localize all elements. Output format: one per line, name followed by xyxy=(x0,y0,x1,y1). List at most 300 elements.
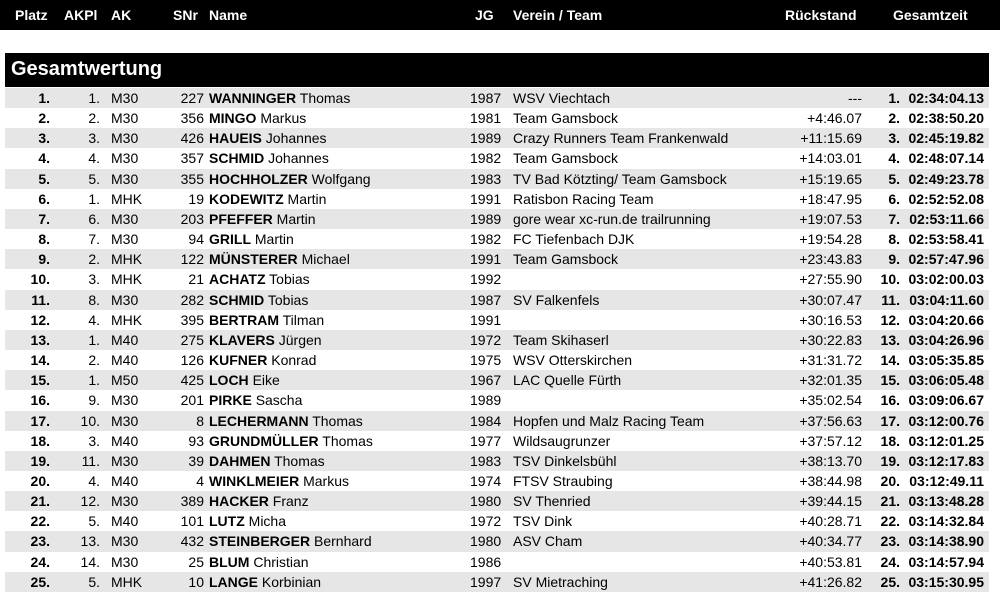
cell-firstname: Franz xyxy=(272,493,309,510)
cell-verein: Hopfen und Malz Racing Team xyxy=(513,412,705,429)
cell-firstname: Tobias xyxy=(267,291,309,308)
cell-snr: 19 xyxy=(188,190,204,207)
cell-zeit: 03:14:38.90 xyxy=(908,533,984,550)
cell-platz: 11. xyxy=(31,291,50,308)
cell-firstname: Johannes xyxy=(268,150,329,167)
cell-ak: M40 xyxy=(111,432,139,449)
cell-verein: WSV Viechtach xyxy=(513,90,611,106)
cell-rueckstand: +23:43.83 xyxy=(799,251,862,268)
cell-name xyxy=(209,251,469,267)
cell-verein: FC Tiefenbach DJK xyxy=(513,231,635,248)
cell-surname: PIRKE xyxy=(209,392,252,409)
cell-akpl: 2. xyxy=(88,110,100,127)
cell-surname: HOCHHOLZER xyxy=(209,170,308,187)
cell-rueckstand: +38:44.98 xyxy=(799,472,862,489)
cell-platz: 8. xyxy=(38,231,50,248)
cell-rueckstand: +19:07.53 xyxy=(799,210,862,227)
cell-firstname: Thomas xyxy=(299,90,351,106)
cell-jg: 1972 xyxy=(470,331,502,348)
cell-zeit: 03:15:30.95 xyxy=(908,573,984,590)
cell-platz: 25. xyxy=(30,573,50,590)
cell-rueckstand: +37:56.63 xyxy=(799,412,862,429)
cell-snr: 275 xyxy=(180,331,204,348)
cell-name xyxy=(209,554,469,570)
cell-akpl: 6. xyxy=(88,210,100,227)
cell-zeit: 03:09:06.67 xyxy=(908,392,984,409)
cell-firstname: Markus xyxy=(303,472,350,489)
cell-jg: 1980 xyxy=(470,533,502,550)
cell-rank: 15. xyxy=(880,372,900,389)
cell-rank: 11. xyxy=(881,291,900,308)
cell-surname: MINGO xyxy=(209,110,257,127)
cell-jg: 1974 xyxy=(470,472,502,489)
cell-snr: 425 xyxy=(180,372,204,389)
cell-jg: 1972 xyxy=(470,513,502,530)
cell-jg: 1989 xyxy=(470,392,502,409)
cell-surname: LECHERMANN xyxy=(209,412,309,429)
cell-verein: WSV Otterskirchen xyxy=(513,352,633,369)
cell-verein: SV Thenried xyxy=(513,493,591,510)
cell-rank: 1. xyxy=(888,90,900,106)
cell-surname: LANGE xyxy=(209,573,258,590)
cell-ak: M30 xyxy=(111,291,139,308)
cell-zeit: 02:38:50.20 xyxy=(908,110,984,127)
cell-ak: M50 xyxy=(111,372,139,389)
cell-rueckstand: +27:55.90 xyxy=(799,271,862,288)
cell-platz: 12. xyxy=(30,311,50,328)
header-platz: Platz xyxy=(15,7,48,23)
cell-surname: WINKLMEIER xyxy=(209,472,300,489)
cell-akpl: 1. xyxy=(88,372,100,389)
cell-snr: 395 xyxy=(180,311,204,328)
cell-verein: TSV Dinkelsbühl xyxy=(513,452,617,469)
column-header-bar xyxy=(0,0,1000,30)
cell-platz: 9. xyxy=(38,251,50,268)
table-row xyxy=(5,451,989,471)
cell-zeit: 02:48:07.14 xyxy=(908,150,984,167)
cell-firstname: Thomas xyxy=(274,452,325,469)
cell-rank: 18. xyxy=(880,432,900,449)
cell-snr: 201 xyxy=(180,392,204,409)
cell-jg: 1992 xyxy=(470,271,502,288)
cell-zeit: 02:57:47.96 xyxy=(908,251,984,268)
cell-akpl: 10. xyxy=(80,412,100,429)
cell-platz: 7. xyxy=(38,210,50,227)
cell-ak: M30 xyxy=(111,110,139,127)
cell-ak: M40 xyxy=(111,472,139,489)
cell-platz: 3. xyxy=(38,130,50,147)
cell-akpl: 2. xyxy=(88,352,100,369)
cell-firstname: Thomas xyxy=(322,432,373,449)
cell-platz: 23. xyxy=(30,533,50,550)
header-gesamtzeit: Gesamtzeit xyxy=(893,7,968,23)
cell-snr: 8 xyxy=(196,412,204,429)
cell-surname: STEINBERGER xyxy=(209,533,311,550)
cell-name xyxy=(209,191,469,207)
cell-rueckstand: +41:26.82 xyxy=(799,573,862,590)
cell-akpl: 4. xyxy=(88,311,100,328)
cell-jg: 1977 xyxy=(470,432,502,449)
cell-jg: 1997 xyxy=(470,573,502,590)
cell-rank: 17. xyxy=(880,412,900,429)
cell-rueckstand: +40:53.81 xyxy=(799,553,862,570)
cell-verein: TSV Dink xyxy=(513,513,573,530)
cell-snr: 39 xyxy=(188,452,204,469)
cell-rank: 13. xyxy=(880,331,900,348)
cell-ak: M30 xyxy=(111,210,139,227)
cell-name xyxy=(209,231,469,247)
cell-rank: 21. xyxy=(880,493,900,510)
cell-jg: 1982 xyxy=(470,231,502,248)
cell-verein: SV Falkenfels xyxy=(513,291,600,308)
cell-name xyxy=(209,211,469,227)
cell-rueckstand: +37:57.12 xyxy=(799,432,862,449)
table-row xyxy=(5,229,989,249)
cell-rank: 20. xyxy=(880,472,900,489)
cell-zeit: 02:53:11.66 xyxy=(909,210,984,227)
cell-jg: 1991 xyxy=(470,311,502,328)
table-row xyxy=(5,209,989,229)
cell-rueckstand: +40:28.71 xyxy=(799,513,862,530)
cell-akpl: 3. xyxy=(88,271,100,288)
cell-zeit: 03:12:17.83 xyxy=(908,452,984,469)
cell-jg: 1983 xyxy=(470,170,502,187)
table-row xyxy=(5,290,989,310)
cell-zeit: 03:12:01.25 xyxy=(908,432,984,449)
table-row xyxy=(5,169,989,189)
cell-rank: 2. xyxy=(888,110,900,127)
cell-verein: Ratisbon Racing Team xyxy=(513,190,654,207)
cell-zeit: 03:04:11.60 xyxy=(909,291,984,308)
cell-akpl: 3. xyxy=(88,432,100,449)
header-name: Name xyxy=(209,7,248,23)
cell-akpl: 13. xyxy=(80,533,100,550)
table-row xyxy=(5,269,989,289)
cell-platz: 19. xyxy=(30,452,50,469)
cell-name xyxy=(209,513,469,529)
cell-akpl: 4. xyxy=(88,150,100,167)
cell-snr: 356 xyxy=(180,110,204,127)
cell-ak: M30 xyxy=(111,493,139,510)
cell-ak: MHK xyxy=(111,190,143,207)
cell-snr: 93 xyxy=(188,432,204,449)
cell-firstname: Martin xyxy=(254,231,294,248)
cell-jg: 1987 xyxy=(470,291,502,308)
cell-name xyxy=(209,312,469,328)
cell-name xyxy=(209,433,469,449)
cell-rueckstand: --- xyxy=(848,90,862,106)
cell-surname: KODEWITZ xyxy=(209,190,284,207)
cell-akpl: 5. xyxy=(88,513,100,530)
table-row xyxy=(5,431,989,451)
cell-name xyxy=(209,110,469,126)
cell-rueckstand: +4:46.07 xyxy=(807,110,862,127)
header-akpl: AKPl xyxy=(64,7,98,23)
cell-platz: 1. xyxy=(38,90,50,106)
cell-akpl: 14. xyxy=(80,553,100,570)
cell-surname: SCHMID xyxy=(209,291,265,308)
header-jg: JG xyxy=(475,7,494,23)
cell-firstname: Sascha xyxy=(255,392,303,409)
cell-surname: DAHMEN xyxy=(209,452,271,469)
cell-zeit: 02:49:23.78 xyxy=(908,170,984,187)
cell-surname: KLAVERS xyxy=(209,331,275,348)
table-row xyxy=(5,189,989,209)
cell-snr: 4 xyxy=(196,472,204,489)
cell-snr: 203 xyxy=(180,210,204,227)
cell-snr: 227 xyxy=(180,90,204,106)
cell-akpl: 2. xyxy=(88,251,100,268)
cell-verein: SV Mietraching xyxy=(513,573,608,590)
cell-rueckstand: +15:19.65 xyxy=(799,170,862,187)
cell-firstname: Konrad xyxy=(271,352,317,369)
cell-snr: 101 xyxy=(180,513,204,530)
cell-ak: M30 xyxy=(111,553,139,570)
cell-verein: ASV Cham xyxy=(513,533,583,550)
cell-surname: PFEFFER xyxy=(209,210,273,227)
cell-ak: MHK xyxy=(111,573,143,590)
cell-name xyxy=(209,392,469,408)
cell-surname: HAUEIS xyxy=(209,130,262,147)
cell-platz: 6. xyxy=(38,190,50,207)
cell-jg: 1984 xyxy=(470,412,502,429)
cell-snr: 10 xyxy=(188,573,204,590)
cell-name xyxy=(209,413,469,429)
cell-rueckstand: +11:15.69 xyxy=(800,130,862,147)
cell-rank: 6. xyxy=(888,190,900,207)
table-row xyxy=(5,531,989,551)
cell-firstname: Thomas xyxy=(312,412,363,429)
table-row xyxy=(5,370,989,390)
cell-ak: M30 xyxy=(111,533,139,550)
header-ak: AK xyxy=(111,7,132,23)
table-row xyxy=(5,108,989,128)
cell-name xyxy=(209,130,469,146)
table-row xyxy=(5,552,989,572)
cell-zeit: 03:04:20.66 xyxy=(908,311,984,328)
cell-rueckstand: +32:01.35 xyxy=(799,372,862,389)
cell-surname: GRILL xyxy=(209,231,251,248)
cell-rank: 9. xyxy=(888,251,900,268)
table-row xyxy=(5,350,989,370)
cell-firstname: Korbinian xyxy=(261,573,322,590)
cell-platz: 4. xyxy=(38,150,50,167)
cell-akpl: 4. xyxy=(88,472,100,489)
cell-ak: M30 xyxy=(111,392,139,409)
cell-firstname: Johannes xyxy=(265,130,327,147)
cell-platz: 15. xyxy=(30,372,50,389)
cell-zeit: 02:34:04.13 xyxy=(908,90,984,106)
cell-verein: TV Bad Kötzting/ Team Gamsbock xyxy=(513,170,727,187)
cell-snr: 432 xyxy=(180,533,204,550)
cell-platz: 18. xyxy=(30,432,50,449)
cell-snr: 282 xyxy=(180,291,204,308)
cell-akpl: 3. xyxy=(88,130,100,147)
cell-rank: 16. xyxy=(880,392,900,409)
cell-firstname: Christian xyxy=(253,553,309,570)
cell-name xyxy=(209,271,469,287)
cell-jg: 1989 xyxy=(470,210,502,227)
cell-platz: 21. xyxy=(30,493,50,510)
cell-name xyxy=(209,533,469,549)
header-snr: SNr xyxy=(173,7,198,23)
cell-zeit: 03:02:00.03 xyxy=(908,271,984,288)
cell-platz: 16. xyxy=(30,392,50,409)
cell-surname: WANNINGER xyxy=(209,90,297,106)
table-row xyxy=(5,128,989,148)
cell-rank: 3. xyxy=(888,130,900,147)
cell-verein: Crazy Runners Team Frankenwald xyxy=(513,130,729,147)
cell-snr: 357 xyxy=(180,150,204,167)
cell-akpl: 9. xyxy=(88,392,100,409)
cell-rank: 10. xyxy=(880,271,900,288)
cell-firstname: Wolfgang xyxy=(311,170,371,187)
cell-name xyxy=(209,453,469,469)
cell-surname: KUFNER xyxy=(209,352,268,369)
cell-platz: 24. xyxy=(30,553,50,570)
cell-ak: M30 xyxy=(111,452,139,469)
cell-snr: 94 xyxy=(188,231,204,248)
cell-platz: 5. xyxy=(38,170,50,187)
cell-akpl: 11. xyxy=(81,452,100,469)
cell-ak: M30 xyxy=(111,130,139,147)
cell-snr: 122 xyxy=(180,251,204,268)
cell-jg: 1981 xyxy=(470,110,502,127)
cell-rueckstand: +30:07.47 xyxy=(799,291,862,308)
cell-verein: FTSV Straubing xyxy=(513,472,613,489)
cell-jg: 1980 xyxy=(470,493,502,510)
cell-surname: SCHMID xyxy=(209,150,265,167)
cell-platz: 13. xyxy=(30,331,50,348)
table-row xyxy=(5,88,989,108)
cell-surname: HACKER xyxy=(209,493,269,510)
cell-snr: 426 xyxy=(180,130,204,147)
cell-platz: 17. xyxy=(30,412,50,429)
cell-jg: 1991 xyxy=(470,190,502,207)
cell-name xyxy=(209,574,469,590)
cell-jg: 1986 xyxy=(470,553,502,570)
cell-zeit: 03:12:49.11 xyxy=(909,472,984,489)
table-row xyxy=(5,411,989,431)
cell-zeit: 02:52:52.08 xyxy=(908,190,984,207)
cell-akpl: 1. xyxy=(88,190,100,207)
cell-rueckstand: +35:02.54 xyxy=(799,392,862,409)
cell-name xyxy=(209,493,469,509)
cell-zeit: 02:53:58.41 xyxy=(908,231,984,248)
cell-ak: M30 xyxy=(111,412,139,429)
cell-firstname: Tilman xyxy=(282,311,325,328)
cell-snr: 21 xyxy=(188,271,204,288)
cell-rueckstand: +38:13.70 xyxy=(799,452,862,469)
cell-rank: 7. xyxy=(888,210,900,227)
cell-akpl: 1. xyxy=(88,90,100,106)
cell-verein: Team Gamsbock xyxy=(513,251,619,268)
cell-zeit: 03:12:00.76 xyxy=(908,412,984,429)
table-row xyxy=(5,390,989,410)
cell-rueckstand: +19:54.28 xyxy=(799,231,862,248)
cell-name xyxy=(209,473,469,489)
cell-akpl: 12. xyxy=(80,493,100,510)
cell-akpl: 5. xyxy=(88,170,100,187)
cell-surname: BERTRAM xyxy=(209,311,279,328)
cell-name xyxy=(209,292,469,308)
cell-firstname: Tobias xyxy=(269,271,310,288)
cell-jg: 1982 xyxy=(470,150,502,167)
cell-rank: 22. xyxy=(880,513,900,530)
cell-surname: MÜNSTERER xyxy=(209,251,298,268)
cell-verein: Team Gamsbock xyxy=(513,110,619,127)
cell-platz: 14. xyxy=(30,352,50,369)
cell-rank: 24. xyxy=(880,553,900,570)
cell-ak: MHK xyxy=(111,251,143,268)
cell-ak: MHK xyxy=(111,271,143,288)
cell-rank: 5. xyxy=(888,170,900,187)
cell-surname: BLUM xyxy=(209,553,250,570)
results-table xyxy=(5,88,989,592)
cell-jg: 1989 xyxy=(470,130,502,147)
cell-rueckstand: +30:22.83 xyxy=(799,331,862,348)
cell-name xyxy=(209,171,469,187)
cell-firstname: Eike xyxy=(252,372,280,389)
cell-verein: Team Skihaserl xyxy=(513,331,609,348)
table-row xyxy=(5,491,989,511)
cell-surname: ACHATZ xyxy=(209,271,266,288)
cell-ak: M40 xyxy=(111,352,139,369)
cell-name xyxy=(209,372,469,388)
cell-name xyxy=(209,90,469,106)
table-row xyxy=(5,310,989,330)
table-row xyxy=(5,249,989,269)
cell-rank: 12. xyxy=(880,311,900,328)
cell-ak: M40 xyxy=(111,331,139,348)
cell-akpl: 8. xyxy=(88,291,100,308)
cell-zeit: 03:06:05.48 xyxy=(908,372,984,389)
cell-rank: 19. xyxy=(880,452,900,469)
cell-firstname: Michael xyxy=(301,251,350,268)
header-rueckstand: Rückstand xyxy=(785,7,857,23)
cell-jg: 1991 xyxy=(470,251,502,268)
cell-akpl: 1. xyxy=(88,331,100,348)
cell-ak: M30 xyxy=(111,170,139,187)
cell-snr: 25 xyxy=(188,553,204,570)
table-row xyxy=(5,148,989,168)
cell-ak: M30 xyxy=(111,231,139,248)
cell-surname: GRUNDMÜLLER xyxy=(209,432,319,449)
cell-surname: LOCH xyxy=(209,372,249,389)
cell-platz: 2. xyxy=(38,110,50,127)
section-title-bar xyxy=(5,53,989,87)
cell-rank: 23. xyxy=(880,533,900,550)
cell-firstname: Martin xyxy=(287,190,327,207)
cell-zeit: 03:04:26.96 xyxy=(908,331,984,348)
cell-jg: 1983 xyxy=(470,452,502,469)
cell-rank: 25. xyxy=(880,573,900,590)
cell-zeit: 03:05:35.85 xyxy=(908,352,984,369)
cell-zeit: 03:14:32.84 xyxy=(908,513,984,530)
cell-akpl: 5. xyxy=(88,573,100,590)
table-row xyxy=(5,471,989,491)
cell-name xyxy=(209,352,469,368)
cell-verein: gore wear xc-run.de trailrunning xyxy=(513,210,711,227)
cell-zeit: 02:45:19.82 xyxy=(908,130,984,147)
cell-platz: 10. xyxy=(30,271,50,288)
cell-rueckstand: +39:44.15 xyxy=(799,493,862,510)
cell-akpl: 7. xyxy=(88,231,100,248)
cell-verein: Team Gamsbock xyxy=(513,150,619,167)
cell-name xyxy=(209,150,469,166)
cell-rueckstand: +31:31.72 xyxy=(799,352,862,369)
cell-platz: 22. xyxy=(30,513,50,530)
